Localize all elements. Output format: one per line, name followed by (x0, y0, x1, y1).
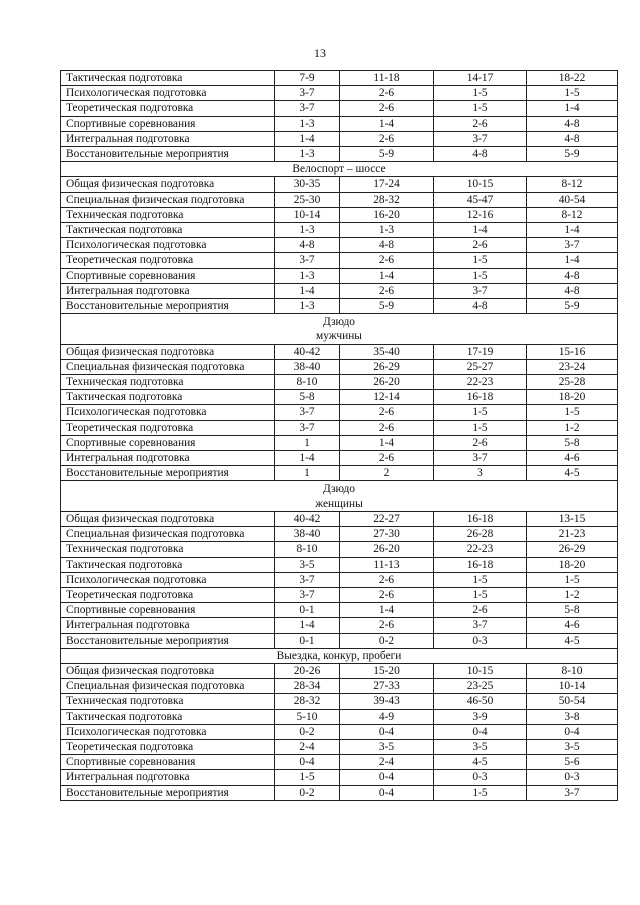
page-number: 13 (314, 46, 326, 60)
table-row (61, 451, 618, 466)
percent-range-cell: 0-4 (340, 770, 434, 785)
percent-range-cell: 1-4 (434, 223, 527, 238)
percent-range-cell: 35-40 (340, 344, 434, 359)
percent-range-cell: 0-4 (340, 724, 434, 739)
percent-range-cell: 2-6 (340, 618, 434, 633)
percent-range-cell: 3 (434, 466, 527, 481)
percent-range-cell: 3-7 (275, 253, 340, 268)
percent-range-cell: 4-8 (434, 147, 527, 162)
percent-range-cell: 3-7 (275, 572, 340, 587)
percent-range-cell: 16-20 (340, 207, 434, 222)
percent-range-cell: 2-6 (434, 435, 527, 450)
percent-range-cell: 3-7 (434, 618, 527, 633)
percent-range-cell: 3-7 (275, 101, 340, 116)
percent-range-cell: 27-33 (340, 679, 434, 694)
table-row (61, 177, 618, 192)
percent-range-cell: 16-18 (434, 511, 527, 526)
training-type-cell: Интегральная подготовка (61, 618, 275, 633)
percent-range-cell: 1-5 (434, 587, 527, 602)
section-heading (61, 481, 618, 511)
training-type-cell: Тактическая подготовка (61, 557, 275, 572)
percent-range-cell: 1-4 (275, 131, 340, 146)
percent-range-cell: 4-8 (527, 268, 618, 283)
training-type-cell: Восстановительные мероприятия (61, 466, 275, 481)
percent-range-cell: 8-10 (527, 663, 618, 678)
percent-range-cell: 0-4 (434, 724, 527, 739)
training-type-cell: Восстановительные мероприятия (61, 299, 275, 314)
percent-range-cell: 22-23 (434, 375, 527, 390)
percent-range-cell: 0-2 (275, 724, 340, 739)
percent-range-cell: 50-54 (527, 694, 618, 709)
training-type-cell: Техническая подготовка (61, 207, 275, 222)
training-type-cell: Интегральная подготовка (61, 131, 275, 146)
table-row (61, 223, 618, 238)
percent-range-cell: 1-4 (527, 223, 618, 238)
training-type-cell: Восстановительные мероприятия (61, 633, 275, 648)
percent-range-cell: 1-5 (434, 405, 527, 420)
percent-range-cell: 3-5 (527, 739, 618, 754)
percent-range-cell: 26-20 (340, 375, 434, 390)
section-heading-row (61, 648, 618, 663)
training-type-cell: Тактическая подготовка (61, 71, 275, 86)
percent-range-cell: 45-47 (434, 192, 527, 207)
training-type-cell: Психологическая подготовка (61, 238, 275, 253)
percent-range-cell: 1-5 (434, 268, 527, 283)
percent-range-cell: 0-4 (340, 785, 434, 800)
percent-range-cell: 11-18 (340, 71, 434, 86)
percent-range-cell: 5-8 (275, 390, 340, 405)
percent-range-cell: 2-6 (340, 86, 434, 101)
percent-range-cell: 1-5 (527, 572, 618, 587)
percent-range-cell: 4-9 (340, 709, 434, 724)
percent-range-cell: 10-14 (275, 207, 340, 222)
percent-range-cell: 3-7 (275, 587, 340, 602)
table-row (61, 663, 618, 678)
table-row (61, 131, 618, 146)
table-row (61, 724, 618, 739)
training-type-cell: Техническая подготовка (61, 542, 275, 557)
percent-range-cell: 8-10 (275, 542, 340, 557)
percent-range-cell: 3-5 (434, 739, 527, 754)
table-row (61, 101, 618, 116)
training-type-cell: Интегральная подготовка (61, 283, 275, 298)
percent-range-cell: 13-15 (527, 511, 618, 526)
percent-range-cell: 1-3 (275, 116, 340, 131)
section-title: Велоспорт – шоссе (292, 163, 386, 176)
percent-range-cell: 28-32 (275, 694, 340, 709)
section-heading-row (61, 162, 618, 177)
percent-range-cell: 4-8 (527, 131, 618, 146)
training-type-cell: Психологическая подготовка (61, 86, 275, 101)
percent-range-cell: 5-6 (527, 755, 618, 770)
section-subtitle: женщины (315, 497, 363, 510)
table-row (61, 238, 618, 253)
percent-range-cell: 0-1 (275, 603, 340, 618)
percent-range-cell: 12-16 (434, 207, 527, 222)
percent-range-cell: 8-12 (527, 207, 618, 222)
training-type-cell: Теоретическая подготовка (61, 101, 275, 116)
percent-range-cell: 1-4 (340, 435, 434, 450)
percent-range-cell: 22-23 (434, 542, 527, 557)
training-type-cell: Спортивные соревнования (61, 603, 275, 618)
percent-range-cell: 2-6 (340, 572, 434, 587)
training-type-cell: Теоретическая подготовка (61, 420, 275, 435)
table-row (61, 420, 618, 435)
table-row (61, 283, 618, 298)
table-row (61, 542, 618, 557)
percent-range-cell: 0-3 (434, 770, 527, 785)
percent-range-cell: 4-8 (340, 238, 434, 253)
section-title: Выездка, конкур, пробеги (276, 649, 402, 662)
table-row (61, 755, 618, 770)
percent-range-cell: 1-5 (527, 405, 618, 420)
table-row (61, 603, 618, 618)
table-row (61, 679, 618, 694)
percent-range-cell: 10-14 (527, 679, 618, 694)
training-type-cell: Техническая подготовка (61, 375, 275, 390)
percent-range-cell: 26-28 (434, 527, 527, 542)
training-type-cell: Тактическая подготовка (61, 223, 275, 238)
training-type-cell: Интегральная подготовка (61, 451, 275, 466)
percent-range-cell: 14-17 (434, 71, 527, 86)
percent-range-cell: 1-4 (275, 451, 340, 466)
training-distribution-table (60, 70, 618, 801)
percent-range-cell: 3-7 (275, 405, 340, 420)
percent-range-cell: 2-6 (340, 131, 434, 146)
percent-range-cell: 1-5 (434, 101, 527, 116)
table-row (61, 71, 618, 86)
training-type-cell: Спортивные соревнования (61, 755, 275, 770)
percent-range-cell: 2-6 (434, 116, 527, 131)
percent-range-cell: 15-16 (527, 344, 618, 359)
percent-range-cell: 1-5 (275, 770, 340, 785)
percent-range-cell: 4-5 (527, 633, 618, 648)
percent-range-cell: 5-8 (527, 603, 618, 618)
percent-range-cell: 0-3 (527, 770, 618, 785)
percent-range-cell: 39-43 (340, 694, 434, 709)
percent-range-cell: 3-7 (434, 451, 527, 466)
percent-range-cell: 1-5 (527, 86, 618, 101)
percent-range-cell: 1-2 (527, 420, 618, 435)
percent-range-cell: 27-30 (340, 527, 434, 542)
table-row (61, 253, 618, 268)
percent-range-cell: 1-3 (275, 268, 340, 283)
section-heading-row (61, 314, 618, 344)
training-type-cell: Тактическая подготовка (61, 390, 275, 405)
percent-range-cell: 5-9 (340, 299, 434, 314)
percent-range-cell: 2-6 (340, 101, 434, 116)
training-type-cell: Техническая подготовка (61, 694, 275, 709)
percent-range-cell: 4-8 (527, 116, 618, 131)
training-type-cell: Общая физическая подготовка (61, 511, 275, 526)
percent-range-cell: 4-6 (527, 618, 618, 633)
section-heading (61, 314, 618, 344)
training-type-cell: Психологическая подготовка (61, 572, 275, 587)
percent-range-cell: 3-8 (527, 709, 618, 724)
table-row (61, 527, 618, 542)
table-row (61, 268, 618, 283)
table-row (61, 587, 618, 602)
training-type-cell: Психологическая подготовка (61, 405, 275, 420)
percent-range-cell: 4-8 (434, 299, 527, 314)
percent-range-cell: 2-6 (434, 238, 527, 253)
percent-range-cell: 2-4 (275, 739, 340, 754)
table-row (61, 375, 618, 390)
percent-range-cell: 3-7 (527, 785, 618, 800)
training-type-cell: Специальная физическая подготовка (61, 359, 275, 374)
table-row (61, 511, 618, 526)
training-type-cell: Специальная физическая подготовка (61, 192, 275, 207)
section-heading (61, 648, 618, 663)
percent-range-cell: 7-9 (275, 71, 340, 86)
training-type-cell: Теоретическая подготовка (61, 253, 275, 268)
percent-range-cell: 8-10 (275, 375, 340, 390)
percent-range-cell: 4-8 (527, 283, 618, 298)
training-type-cell: Психологическая подготовка (61, 724, 275, 739)
percent-range-cell: 28-34 (275, 679, 340, 694)
percent-range-cell: 0-2 (275, 785, 340, 800)
percent-range-cell: 40-42 (275, 344, 340, 359)
training-type-cell: Интегральная подготовка (61, 770, 275, 785)
table-row (61, 405, 618, 420)
training-type-cell: Общая физическая подготовка (61, 663, 275, 678)
percent-range-cell: 25-28 (527, 375, 618, 390)
percent-range-cell: 5-9 (340, 147, 434, 162)
section-title: Дзюдо (323, 316, 355, 329)
training-type-cell: Теоретическая подготовка (61, 587, 275, 602)
percent-range-cell: 1 (275, 435, 340, 450)
percent-range-cell: 2-6 (340, 253, 434, 268)
percent-range-cell: 5-10 (275, 709, 340, 724)
training-type-cell: Тактическая подготовка (61, 709, 275, 724)
percent-range-cell: 23-24 (527, 359, 618, 374)
training-type-cell: Специальная физическая подготовка (61, 527, 275, 542)
percent-range-cell: 2-6 (340, 283, 434, 298)
percent-range-cell: 1-4 (275, 283, 340, 298)
percent-range-cell: 3-7 (275, 420, 340, 435)
percent-range-cell: 5-8 (527, 435, 618, 450)
training-type-cell: Специальная физическая подготовка (61, 679, 275, 694)
percent-range-cell: 1-3 (340, 223, 434, 238)
percent-range-cell: 3-7 (527, 238, 618, 253)
percent-range-cell: 4-6 (527, 451, 618, 466)
percent-range-cell: 2-6 (340, 587, 434, 602)
percent-range-cell: 3-9 (434, 709, 527, 724)
percent-range-cell: 1-5 (434, 253, 527, 268)
section-heading (61, 162, 618, 177)
percent-range-cell: 1-5 (434, 86, 527, 101)
table-row (61, 557, 618, 572)
table-row (61, 344, 618, 359)
percent-range-cell: 26-29 (527, 542, 618, 557)
percent-range-cell: 3-5 (340, 739, 434, 754)
percent-range-cell: 0-4 (527, 724, 618, 739)
percent-range-cell: 17-24 (340, 177, 434, 192)
percent-range-cell: 18-20 (527, 390, 618, 405)
table-row (61, 435, 618, 450)
percent-range-cell: 2-6 (340, 451, 434, 466)
percent-range-cell: 4-5 (527, 466, 618, 481)
percent-range-cell: 1-3 (275, 299, 340, 314)
percent-range-cell: 25-27 (434, 359, 527, 374)
percent-range-cell: 46-50 (434, 694, 527, 709)
training-type-cell: Спортивные соревнования (61, 268, 275, 283)
table-row (61, 86, 618, 101)
percent-range-cell: 40-54 (527, 192, 618, 207)
percent-range-cell: 15-20 (340, 663, 434, 678)
percent-range-cell: 4-8 (275, 238, 340, 253)
percent-range-cell: 17-19 (434, 344, 527, 359)
percent-range-cell: 3-7 (275, 86, 340, 101)
section-title: Дзюдо (323, 483, 355, 496)
percent-range-cell: 3-7 (434, 283, 527, 298)
percent-range-cell: 1-4 (340, 603, 434, 618)
percent-range-cell: 5-9 (527, 147, 618, 162)
percent-range-cell: 0-2 (340, 633, 434, 648)
percent-range-cell: 26-29 (340, 359, 434, 374)
percent-range-cell: 4-5 (434, 755, 527, 770)
percent-range-cell: 3-5 (275, 557, 340, 572)
percent-range-cell: 18-22 (527, 71, 618, 86)
percent-range-cell: 1-3 (275, 223, 340, 238)
percent-range-cell: 20-26 (275, 663, 340, 678)
table-row (61, 785, 618, 800)
percent-range-cell: 1-5 (434, 420, 527, 435)
percent-range-cell: 30-35 (275, 177, 340, 192)
table-row (61, 390, 618, 405)
percent-range-cell: 16-18 (434, 390, 527, 405)
section-heading-row (61, 481, 618, 511)
percent-range-cell: 1-5 (434, 572, 527, 587)
percent-range-cell: 11-13 (340, 557, 434, 572)
training-type-cell: Теоретическая подготовка (61, 739, 275, 754)
percent-range-cell: 2-6 (340, 420, 434, 435)
table-row (61, 572, 618, 587)
table-row (61, 207, 618, 222)
percent-range-cell: 38-40 (275, 527, 340, 542)
percent-range-cell: 25-30 (275, 192, 340, 207)
training-type-cell: Общая физическая подготовка (61, 344, 275, 359)
table-row (61, 633, 618, 648)
percent-range-cell: 1 (275, 466, 340, 481)
table-row (61, 770, 618, 785)
training-type-cell: Спортивные соревнования (61, 435, 275, 450)
percent-range-cell: 1-4 (275, 618, 340, 633)
percent-range-cell: 1-5 (434, 785, 527, 800)
table-row (61, 147, 618, 162)
percent-range-cell: 0-3 (434, 633, 527, 648)
percent-range-cell: 16-18 (434, 557, 527, 572)
training-type-cell: Общая физическая подготовка (61, 177, 275, 192)
section-subtitle: мужчины (316, 330, 362, 343)
percent-range-cell: 12-14 (340, 390, 434, 405)
percent-range-cell: 22-27 (340, 511, 434, 526)
percent-range-cell: 1-4 (340, 116, 434, 131)
percent-range-cell: 23-25 (434, 679, 527, 694)
percent-range-cell: 28-32 (340, 192, 434, 207)
percent-range-cell: 1-2 (527, 587, 618, 602)
table-row (61, 739, 618, 754)
table-row (61, 694, 618, 709)
percent-range-cell: 2 (340, 466, 434, 481)
table-row (61, 709, 618, 724)
percent-range-cell: 21-23 (527, 527, 618, 542)
percent-range-cell: 0-4 (275, 755, 340, 770)
training-type-cell: Спортивные соревнования (61, 116, 275, 131)
training-type-cell: Восстановительные мероприятия (61, 785, 275, 800)
table-row (61, 116, 618, 131)
table-row (61, 359, 618, 374)
percent-range-cell: 1-4 (527, 253, 618, 268)
percent-range-cell: 18-20 (527, 557, 618, 572)
percent-range-cell: 1-3 (275, 147, 340, 162)
percent-range-cell: 3-7 (434, 131, 527, 146)
percent-range-cell: 1-4 (340, 268, 434, 283)
table-row (61, 618, 618, 633)
percent-range-cell: 1-4 (527, 101, 618, 116)
training-type-cell: Восстановительные мероприятия (61, 147, 275, 162)
percent-range-cell: 10-15 (434, 663, 527, 678)
table-row (61, 192, 618, 207)
table-row (61, 299, 618, 314)
percent-range-cell: 10-15 (434, 177, 527, 192)
percent-range-cell: 38-40 (275, 359, 340, 374)
percent-range-cell: 2-6 (434, 603, 527, 618)
percent-range-cell: 8-12 (527, 177, 618, 192)
percent-range-cell: 2-4 (340, 755, 434, 770)
table-row (61, 466, 618, 481)
percent-range-cell: 5-9 (527, 299, 618, 314)
percent-range-cell: 26-20 (340, 542, 434, 557)
percent-range-cell: 2-6 (340, 405, 434, 420)
percent-range-cell: 40-42 (275, 511, 340, 526)
percent-range-cell: 0-1 (275, 633, 340, 648)
